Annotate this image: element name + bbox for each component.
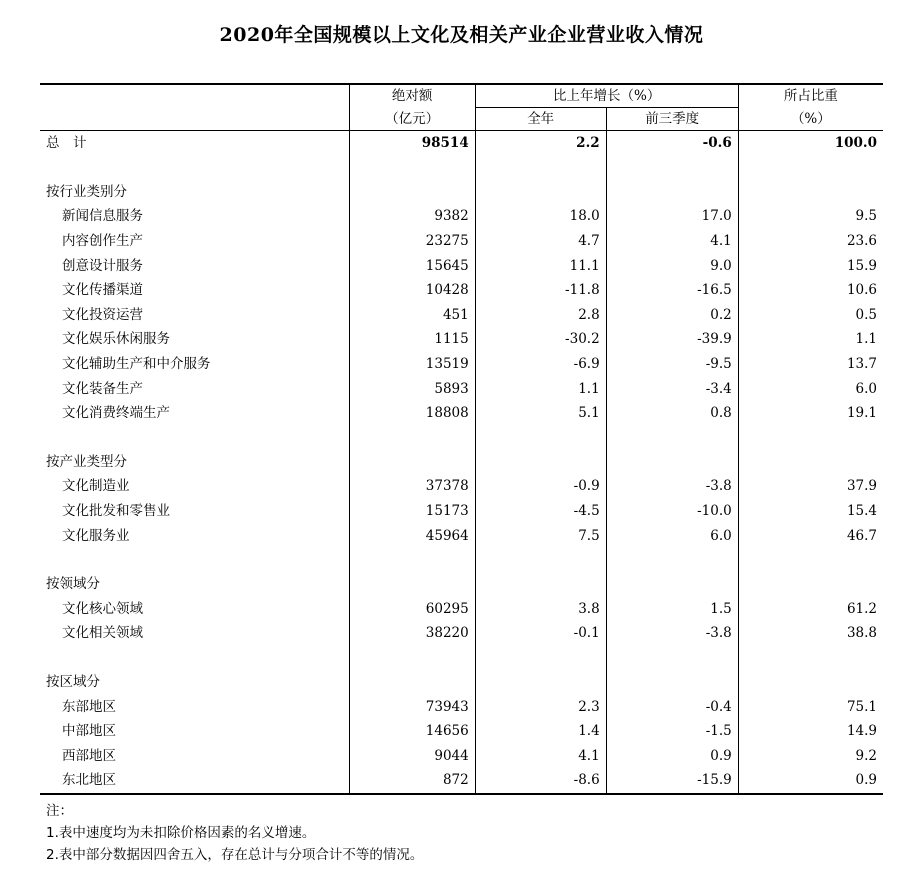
row-label: 中部地区 — [62, 723, 116, 740]
row-full-year-growth: 5.1 — [475, 401, 606, 426]
total-share: 100.0 — [738, 131, 883, 156]
row-share: 14.9 — [738, 719, 883, 744]
row-q3-growth: -15.9 — [606, 768, 738, 794]
section-empty-cell — [738, 180, 883, 205]
row-label: 文化娱乐休闲服务 — [62, 331, 170, 348]
spacer-cell — [475, 156, 606, 180]
table-row — [40, 327, 883, 352]
row-absolute-value: 14656 — [349, 719, 475, 744]
row-q3-growth: -39.9 — [606, 327, 738, 352]
section-empty-cell — [606, 670, 738, 695]
table-row — [40, 597, 883, 622]
row-q3-growth: 6.0 — [606, 523, 738, 548]
spacer-cell — [738, 646, 883, 670]
row-absolute-value: 45964 — [349, 523, 475, 548]
header-row-1 — [40, 84, 883, 108]
row-share: 37.9 — [738, 474, 883, 499]
note-line: 2.表中部分数据因四舍五入，存在总计与分项合计不等的情况。 — [46, 847, 424, 863]
row-share: 75.1 — [738, 694, 883, 719]
spacer-row — [40, 426, 883, 450]
section-empty-cell — [475, 180, 606, 205]
table-row — [40, 719, 883, 744]
section-empty-cell — [606, 572, 738, 597]
spacer-row — [40, 646, 883, 670]
row-full-year-growth: -6.9 — [475, 352, 606, 377]
row-full-year-growth: 11.1 — [475, 253, 606, 278]
table-row — [40, 352, 883, 377]
row-absolute-value: 10428 — [349, 278, 475, 303]
row-q3-growth: 0.9 — [606, 743, 738, 768]
row-absolute-value: 13519 — [349, 352, 475, 377]
row-full-year-growth: 4.7 — [475, 229, 606, 254]
spacer-cell — [606, 646, 738, 670]
table-row — [40, 743, 883, 768]
spacer-row — [40, 548, 883, 572]
spacer-cell — [475, 646, 606, 670]
note-line: 1.表中速度均为未扣除价格因素的名义增速。 — [46, 825, 316, 841]
table-row — [40, 229, 883, 254]
spacer-cell — [349, 548, 475, 572]
spacer-row — [40, 156, 883, 180]
section-empty-cell — [349, 572, 475, 597]
section-empty-cell — [349, 450, 475, 475]
table-row — [40, 768, 883, 794]
notes — [46, 800, 423, 866]
row-full-year-growth: -4.5 — [475, 499, 606, 524]
table-row — [40, 253, 883, 278]
row-share: 15.4 — [738, 499, 883, 524]
row-absolute-value: 37378 — [349, 474, 475, 499]
row-q3-growth: -3.8 — [606, 474, 738, 499]
row-share: 10.6 — [738, 278, 883, 303]
row-full-year-growth: 2.3 — [475, 694, 606, 719]
row-q3-growth: 17.0 — [606, 204, 738, 229]
row-absolute-value: 15173 — [349, 499, 475, 524]
row-absolute-value: 1115 — [349, 327, 475, 352]
section-empty-cell — [475, 572, 606, 597]
row-share: 46.7 — [738, 523, 883, 548]
section-heading-row — [40, 450, 883, 475]
table-row — [40, 621, 883, 646]
row-full-year-growth: 2.8 — [475, 303, 606, 328]
spacer-cell — [606, 156, 738, 180]
section-empty-cell — [606, 450, 738, 475]
row-q3-growth: 9.0 — [606, 253, 738, 278]
row-label: 文化批发和零售业 — [62, 503, 170, 520]
table-row — [40, 401, 883, 426]
row-label: 文化传播渠道 — [62, 282, 143, 299]
row-q3-growth: -0.4 — [606, 694, 738, 719]
row-absolute-value: 18808 — [349, 401, 475, 426]
spacer-cell — [738, 426, 883, 450]
row-absolute-value: 9382 — [349, 204, 475, 229]
section-title: 按行业类别分 — [46, 183, 127, 200]
section-empty-cell — [349, 670, 475, 695]
row-label: 创意设计服务 — [62, 257, 143, 274]
total-row — [40, 131, 883, 156]
header-blank — [40, 84, 349, 108]
header-share: 所占比重 — [738, 84, 883, 108]
spacer-cell — [738, 548, 883, 572]
statistics-table — [40, 83, 883, 795]
section-title: 按产业类型分 — [46, 453, 127, 470]
table-row — [40, 694, 883, 719]
row-q3-growth: -3.4 — [606, 376, 738, 401]
spacer-cell — [606, 548, 738, 572]
row-label: 东北地区 — [40, 768, 349, 794]
section-empty-cell — [475, 670, 606, 695]
row-full-year-growth: 4.1 — [475, 743, 606, 768]
row-label: 文化相关领域 — [62, 625, 143, 642]
row-absolute-value: 5893 — [349, 376, 475, 401]
header-absolute-unit: （亿元） — [349, 108, 475, 131]
row-full-year-growth: 1.4 — [475, 719, 606, 744]
page-title: 2020年全国规模以上文化及相关产业企业营业收入情况 — [219, 24, 704, 46]
row-full-year-growth: -8.6 — [475, 768, 606, 794]
row-full-year-growth: 3.8 — [475, 597, 606, 622]
row-label: 文化制造业 — [62, 478, 130, 495]
table-row — [40, 204, 883, 229]
total-full-year: 2.2 — [475, 131, 606, 156]
row-absolute-value: 38220 — [349, 621, 475, 646]
header-first-three-quarters: 前三季度 — [606, 108, 738, 131]
notes-heading: 注： — [46, 803, 73, 819]
row-label: 内容创作生产 — [62, 233, 143, 250]
spacer-cell — [475, 426, 606, 450]
total-label: 总 计 — [46, 135, 87, 152]
spacer-cell — [40, 646, 349, 670]
row-q3-growth: -10.0 — [606, 499, 738, 524]
spacer-cell — [349, 156, 475, 180]
table-row — [40, 474, 883, 499]
header-blank-2 — [40, 108, 349, 131]
section-title: 按领域分 — [46, 576, 100, 593]
header-full-year: 全年 — [475, 108, 606, 131]
row-absolute-value: 451 — [349, 303, 475, 328]
row-share: 13.7 — [738, 352, 883, 377]
row-share: 9.5 — [738, 204, 883, 229]
row-share: 0.9 — [738, 768, 883, 794]
row-label: 文化服务业 — [62, 527, 130, 544]
row-full-year-growth: 1.1 — [475, 376, 606, 401]
row-absolute-value: 73943 — [349, 694, 475, 719]
row-label: 文化装备生产 — [62, 380, 143, 397]
row-share: 15.9 — [738, 253, 883, 278]
section-empty-cell — [738, 572, 883, 597]
spacer-cell — [40, 156, 349, 180]
row-share: 0.5 — [738, 303, 883, 328]
section-heading-row — [40, 180, 883, 205]
spacer-cell — [606, 426, 738, 450]
section-empty-cell — [738, 450, 883, 475]
total-q3: -0.6 — [606, 131, 738, 156]
row-q3-growth: -3.8 — [606, 621, 738, 646]
row-absolute-value: 15645 — [349, 253, 475, 278]
row-full-year-growth: -0.1 — [475, 621, 606, 646]
row-full-year-growth: 7.5 — [475, 523, 606, 548]
row-absolute-value: 60295 — [349, 597, 475, 622]
header-row-2 — [40, 108, 883, 131]
row-share: 1.1 — [738, 327, 883, 352]
row-absolute-value: 872 — [349, 768, 475, 794]
row-absolute-value: 23275 — [349, 229, 475, 254]
row-full-year-growth: -30.2 — [475, 327, 606, 352]
row-label: 东部地区 — [62, 698, 116, 715]
section-empty-cell — [475, 450, 606, 475]
row-label: 西部地区 — [62, 747, 116, 764]
row-share: 61.2 — [738, 597, 883, 622]
row-q3-growth: -9.5 — [606, 352, 738, 377]
spacer-cell — [40, 426, 349, 450]
table-row — [40, 523, 883, 548]
row-label: 新闻信息服务 — [62, 208, 143, 225]
total-value: 98514 — [349, 131, 475, 156]
header-growth: 比上年增长（%） — [475, 84, 738, 108]
table-row — [40, 278, 883, 303]
row-label: 文化辅助生产和中介服务 — [62, 356, 211, 373]
spacer-cell — [349, 646, 475, 670]
spacer-cell — [475, 548, 606, 572]
section-heading-row — [40, 670, 883, 695]
row-q3-growth: 0.2 — [606, 303, 738, 328]
section-empty-cell — [606, 180, 738, 205]
row-q3-growth: 1.5 — [606, 597, 738, 622]
spacer-cell — [40, 548, 349, 572]
row-share: 38.8 — [738, 621, 883, 646]
row-label: 文化投资运营 — [62, 306, 143, 323]
section-heading-row — [40, 572, 883, 597]
row-share: 19.1 — [738, 401, 883, 426]
table-row — [40, 376, 883, 401]
row-full-year-growth: -11.8 — [475, 278, 606, 303]
header-absolute: 绝对额 — [349, 84, 475, 108]
row-label: 文化消费终端生产 — [62, 405, 170, 422]
spacer-cell — [349, 426, 475, 450]
row-share: 23.6 — [738, 229, 883, 254]
row-q3-growth: -16.5 — [606, 278, 738, 303]
table-row — [40, 303, 883, 328]
table-row — [40, 499, 883, 524]
section-empty-cell — [349, 180, 475, 205]
row-label: 文化核心领域 — [62, 600, 143, 617]
row-share: 6.0 — [738, 376, 883, 401]
row-absolute-value: 9044 — [349, 743, 475, 768]
header-share-unit: （%） — [738, 108, 883, 131]
row-full-year-growth: -0.9 — [475, 474, 606, 499]
row-full-year-growth: 18.0 — [475, 204, 606, 229]
row-q3-growth: -1.5 — [606, 719, 738, 744]
section-title: 按区域分 — [46, 673, 100, 690]
row-q3-growth: 4.1 — [606, 229, 738, 254]
spacer-cell — [738, 156, 883, 180]
row-share: 9.2 — [738, 743, 883, 768]
row-q3-growth: 0.8 — [606, 401, 738, 426]
section-empty-cell — [738, 670, 883, 695]
